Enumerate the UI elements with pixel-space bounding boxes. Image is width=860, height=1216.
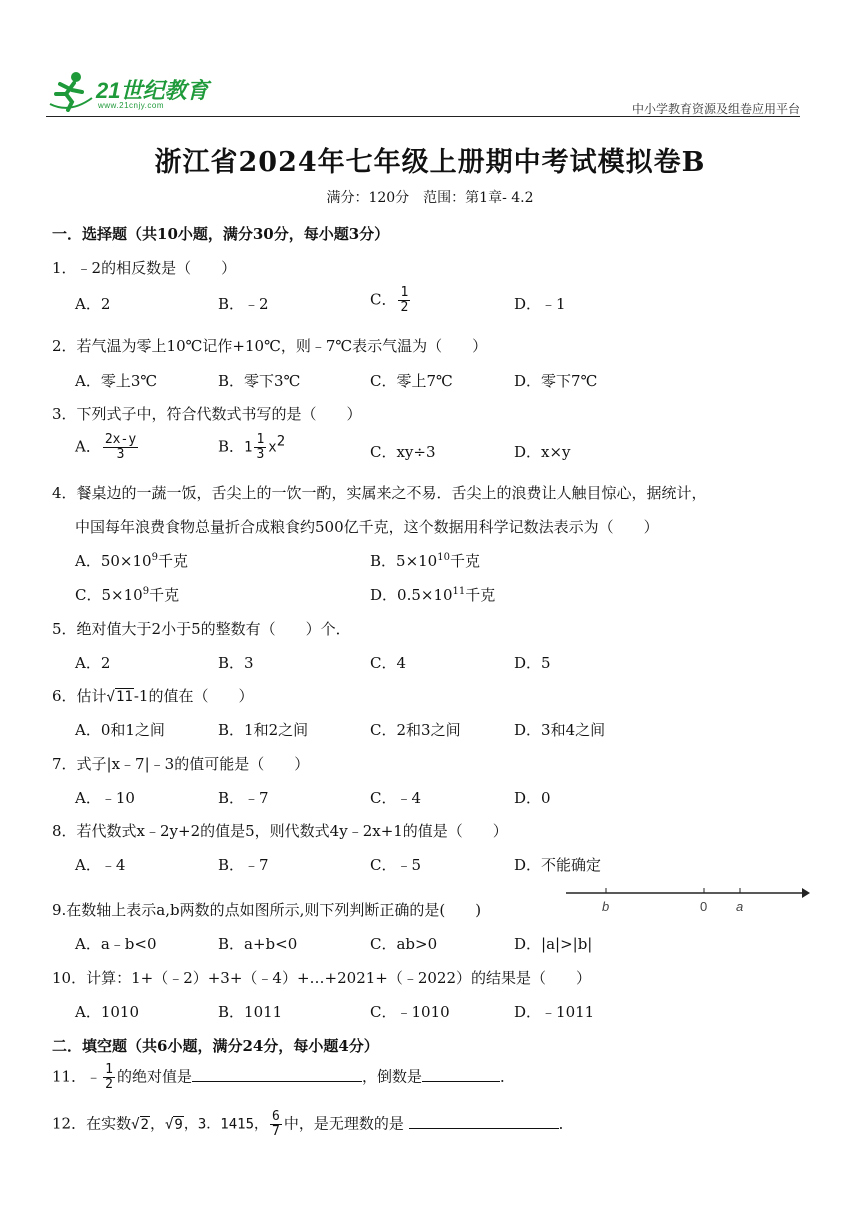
separator: ， [149, 1114, 165, 1133]
question-9-option-c: C．ab>0 [370, 935, 438, 953]
question-5-option-c: C．4 [370, 654, 407, 672]
denominator: 3 [256, 447, 265, 462]
unit: 千克 [449, 552, 480, 570]
stem-text: 的绝对值是 [116, 1067, 192, 1086]
question-10-stem: 10．计算：1+（﹣2）+3+（﹣4）+…+2021+（﹣2022）的结果是（ ） [52, 969, 592, 987]
question-6-option-d: D．3和4之间 [514, 721, 606, 739]
section-heading-fill: 二．填空题（共6小题，满分24分，每小题4分） [52, 1037, 379, 1055]
answer-blank-absolute[interactable] [192, 1081, 362, 1082]
question-7-option-d: D．0 [514, 789, 551, 807]
numerator: 1 [400, 285, 409, 300]
number-line [566, 882, 810, 916]
exponent: 9 [151, 552, 158, 563]
question-6-option-b: B．1和2之间 [218, 721, 309, 739]
question-4-option-d [370, 584, 495, 605]
page-subtitle: 满分：120分 范围：第1章- 4.2 [326, 190, 534, 206]
fraction [103, 433, 138, 462]
unit: 千克 [149, 586, 180, 604]
fraction [398, 286, 410, 315]
question-2-option-d: D．零下7℃ [514, 372, 598, 390]
denominator: 2 [105, 1077, 113, 1092]
question-2-stem: 2．若气温为零上10℃记作+10℃，则﹣7℃表示气温为（ ） [52, 337, 488, 355]
exponent: 9 [142, 586, 150, 597]
question-2-option-b: B．零下3℃ [218, 372, 301, 390]
question-10-option-d: D．﹣1011 [514, 1003, 595, 1021]
stem-text: 12．在实数 [52, 1114, 132, 1133]
question-7-stem: 7．式子|x﹣7|﹣3的值可能是（ ） [52, 755, 310, 773]
question-12 [52, 1110, 574, 1139]
stem-text: 6．估计 [52, 687, 107, 705]
radicand: 9 [174, 1116, 183, 1133]
question-8-option-b: B．﹣7 [218, 856, 269, 874]
question-10-option-a: A．1010 [75, 1003, 140, 1021]
question-3-option-b [218, 433, 285, 462]
number-line-label-a: a [736, 899, 744, 914]
question-10-option-c: C．﹣1010 [370, 1003, 450, 1021]
exponent: 10 [437, 552, 450, 563]
question-9-option-b: B．a+b<0 [218, 935, 298, 953]
square-root: √9 [164, 1116, 183, 1133]
question-1-stem: 1．﹣2的相反数是（ ） [52, 259, 237, 277]
stem-text: ． [558, 1114, 574, 1133]
question-6-stem [52, 685, 253, 706]
separator: ，3．1415， [183, 1116, 269, 1133]
question-11 [52, 1063, 515, 1092]
question-5-option-b: B．3 [218, 654, 254, 672]
question-4-option-a [75, 550, 188, 571]
option-text: B．5×10 [370, 552, 438, 570]
platform-name: 中小学教育资源及组卷应用平台 [631, 102, 800, 116]
question-8-option-c: C．﹣5 [370, 856, 422, 874]
option-label: B． [218, 437, 245, 456]
whole-part: 1 [244, 439, 253, 456]
question-5-option-d: D．5 [514, 654, 551, 672]
logo-text: 21世纪教育 [96, 78, 209, 103]
question-10-option-b: B．1011 [218, 1003, 283, 1021]
denominator: 2 [400, 300, 409, 315]
section-heading-choice: 一．选择题（共10小题，满分30分，每小题3分） [52, 225, 390, 243]
stem-text: ，倒数是 [361, 1067, 422, 1086]
fraction [103, 1063, 115, 1092]
question-5-option-a: A．2 [75, 654, 111, 672]
answer-blank-irrational[interactable] [409, 1128, 559, 1129]
question-1-option-d: D．﹣1 [514, 295, 566, 313]
unit: 千克 [465, 586, 496, 604]
question-2-option-c: C．零上7℃ [370, 372, 453, 390]
question-9-stem: 9.在数轴上表示a,b两数的点如图所示,则下列判断正确的是( ) [52, 901, 482, 919]
option-text: A．50×10 [75, 552, 152, 570]
question-1-option-b: B．﹣2 [218, 295, 269, 313]
question-4-option-b [370, 550, 480, 571]
unit: 千克 [157, 552, 188, 570]
question-6-option-a: A．0和1之间 [75, 721, 165, 739]
question-3-option-a [75, 433, 140, 462]
variable: x [268, 439, 277, 456]
question-3-option-c: C．xy÷3 [370, 443, 436, 461]
exponent: 2 [276, 433, 286, 450]
answer-blank-reciprocal[interactable] [422, 1081, 500, 1082]
question-1-option-a: A．2 [75, 295, 111, 313]
question-number: 11． [52, 1067, 87, 1086]
page-title: 浙江省2024年七年级上册期中考试模拟卷B [154, 147, 706, 178]
question-8-option-d: D．不能确定 [514, 856, 602, 874]
question-8-option-a: A．﹣4 [75, 856, 126, 874]
question-1-option-c [370, 286, 412, 315]
option-label: A． [75, 437, 101, 456]
denominator: 3 [116, 447, 125, 462]
question-8-stem: 8．若代数式x﹣2y+2的值是5，则代数式4y﹣2x+1的值是（ ） [52, 822, 508, 840]
question-4-stem-line1: 4．餐桌边的一蔬一饭，舌尖上的一饮一酌，实属来之不易．舌尖上的浪费让人触目惊心，据统计， [52, 484, 707, 502]
question-3-stem: 3．下列式子中，符合代数式书写的是（ ） [52, 405, 362, 423]
question-9-option-d: D．|a|>|b| [514, 935, 593, 953]
question-6-option-c: C．2和3之间 [370, 721, 461, 739]
header-divider [46, 116, 800, 117]
question-2-option-a: A．零上3℃ [75, 372, 158, 390]
square-root: √11 [106, 689, 133, 705]
number-line-label-0: 0 [700, 899, 708, 914]
radicand: 2 [140, 1116, 149, 1133]
exponent: 11 [452, 586, 466, 597]
stem-text: 中，是无理数的是 [283, 1114, 404, 1133]
radicand: 11 [115, 689, 133, 705]
question-9-option-a: A．a﹣b<0 [75, 935, 157, 953]
question-4-option-c [75, 584, 179, 605]
logo-url: www.21cnjy.com [98, 101, 164, 110]
option-text: C．5×10 [75, 586, 143, 604]
numerator: 1 [105, 1062, 113, 1077]
fraction [254, 433, 266, 462]
sign: ﹣ [86, 1067, 102, 1086]
stem-text: -1的值在（ ） [133, 687, 254, 705]
question-4-stem-line2: 中国每年浪费食物总量折合成粮食约500亿千克，这个数据用科学记数法表示为（ ） [75, 518, 659, 536]
numerator: 1 [256, 432, 265, 447]
question-5-stem: 5．绝对值大于2小于5的整数有（ ）个． [52, 620, 351, 638]
denominator: 7 [272, 1124, 280, 1139]
numerator: 2x-y [104, 432, 137, 447]
question-7-option-c: C．﹣4 [370, 789, 422, 807]
option-text: D．0.5×10 [370, 586, 453, 604]
logo [46, 70, 226, 114]
fraction [270, 1110, 282, 1139]
question-3-option-d: D．x×y [514, 443, 571, 461]
square-root: √2 [131, 1116, 149, 1133]
option-label: C． [370, 290, 397, 309]
question-7-option-b: B．﹣7 [218, 789, 269, 807]
runner-logo-icon [46, 70, 94, 112]
stem-text: ． [499, 1067, 515, 1086]
numerator: 6 [272, 1109, 280, 1124]
number-line-label-b: b [602, 899, 610, 914]
question-7-option-a: A．﹣10 [75, 789, 135, 807]
